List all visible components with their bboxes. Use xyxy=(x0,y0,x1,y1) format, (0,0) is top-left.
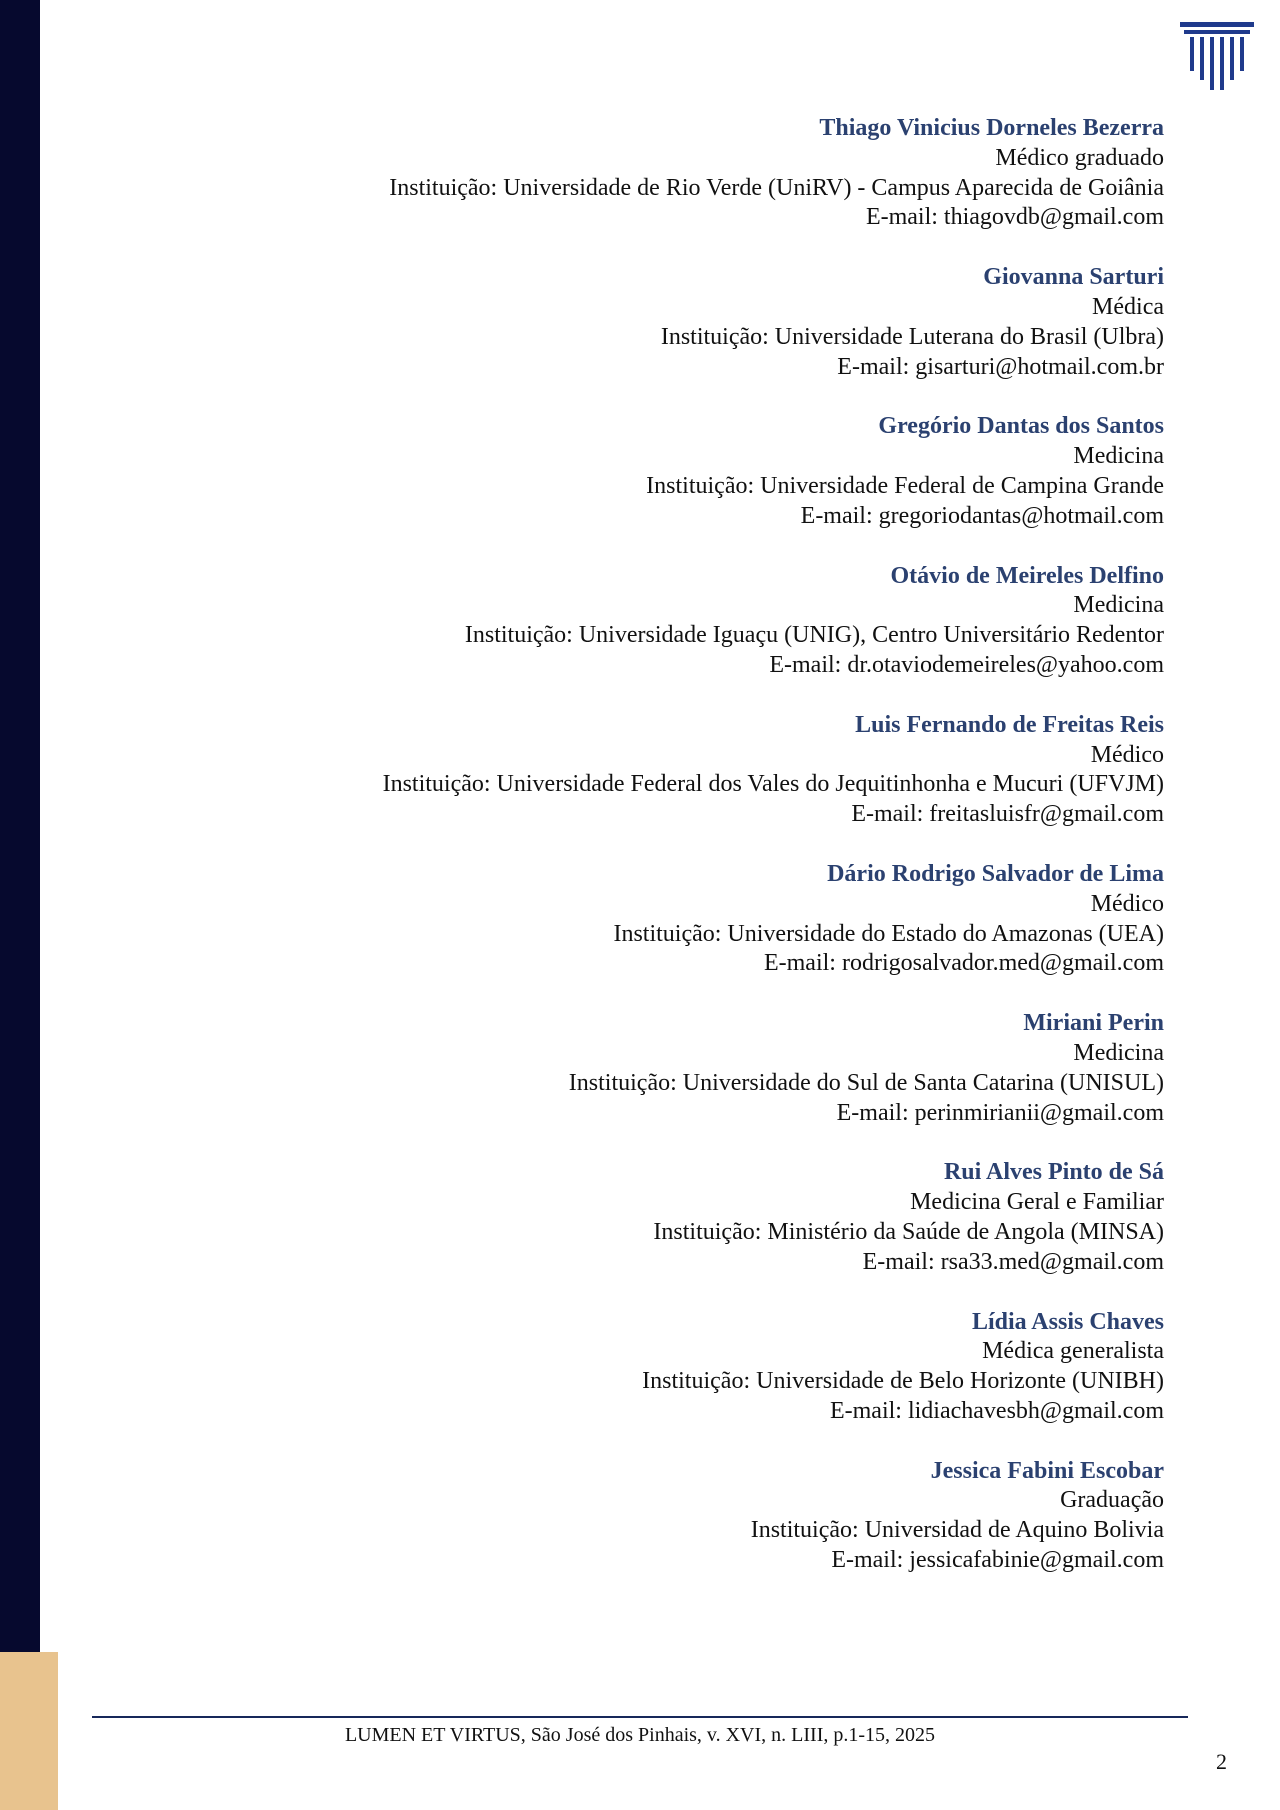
author-institution: Instituição: Universidade do Sul de Santa Catarina (UNISUL) xyxy=(568,1069,1164,1096)
author-institution: Instituição: Universidade do Estado do Amazonas (UEA) xyxy=(613,920,1164,947)
left-sidebar-bar xyxy=(0,0,40,1652)
footer-divider xyxy=(92,1716,1188,1718)
author-role: Medicina xyxy=(1073,592,1164,619)
author-role: Médica generalista xyxy=(982,1338,1164,1365)
author-name: Luis Fernando de Freitas Reis xyxy=(855,711,1164,738)
author-entry xyxy=(264,860,1164,979)
author-email: E-mail: dr.otaviodemeireles@yahoo.com xyxy=(769,651,1164,678)
author-entry xyxy=(264,1308,1164,1427)
author-institution: Instituição: Universidade Federal dos Vales do Jequitinhonha e Mucuri (UFVJM) xyxy=(382,771,1164,798)
author-entry xyxy=(264,1158,1164,1277)
author-name: Dário Rodrigo Salvador de Lima xyxy=(827,860,1164,887)
author-entry xyxy=(264,263,1164,382)
author-institution: Instituição: Universidade Luterana do Brasil (Ulbra) xyxy=(660,323,1164,350)
author-institution: Instituição: Universidade Federal de Campina Grande xyxy=(646,472,1164,499)
author-entry xyxy=(264,114,1164,233)
author-email: E-mail: gregoriodantas@hotmail.com xyxy=(800,502,1164,529)
author-role: Medicina xyxy=(1073,1039,1164,1066)
author-role: Médico graduado xyxy=(995,144,1164,171)
author-email: E-mail: jessicafabinie@gmail.com xyxy=(831,1547,1164,1574)
author-name: Gregório Dantas dos Santos xyxy=(878,413,1164,440)
page-number: 2 xyxy=(1216,1749,1227,1774)
author-email: E-mail: rodrigosalvador.med@gmail.com xyxy=(763,950,1164,977)
author-entry xyxy=(264,562,1164,681)
author-institution: Instituição: Universidade Iguaçu (UNIG), Centro Universitário Redentor xyxy=(464,622,1164,649)
author-name: Lídia Assis Chaves xyxy=(971,1308,1164,1335)
author-name: Jessica Fabini Escobar xyxy=(930,1457,1164,1484)
author-name: Thiago Vinicius Dorneles Bezerra xyxy=(819,115,1164,141)
author-institution: Instituição: Universidad de Aquino Bolivia xyxy=(750,1517,1164,1544)
author-name: Otávio de Meireles Delfino xyxy=(890,562,1164,589)
author-entry xyxy=(264,1457,1164,1576)
author-email: E-mail: thiagovdb@gmail.com xyxy=(865,204,1164,231)
author-email: E-mail: gisarturi@hotmail.com.br xyxy=(837,353,1164,380)
author-institution: Instituição: Universidade de Belo Horizonte (UNIBH) xyxy=(642,1368,1164,1395)
author-institution: Instituição: Universidade de Rio Verde (UniRV) - Campus Aparecida de Goiânia xyxy=(389,174,1164,201)
author-entry xyxy=(264,412,1164,531)
footer-citation: LUMEN ET VIRTUS, São José dos Pinhais, v. XVI, n. LIII, p.1-15, 2025 xyxy=(344,1724,936,1746)
author-name: Rui Alves Pinto de Sá xyxy=(943,1159,1164,1186)
author-email: E-mail: freitasluisfr@gmail.com xyxy=(851,801,1164,828)
author-email: E-mail: lidiachavesbh@gmail.com xyxy=(829,1397,1164,1424)
author-email: E-mail: perinmirianii@gmail.com xyxy=(836,1099,1164,1126)
author-role: Graduação xyxy=(1060,1487,1164,1514)
author-institution: Instituição: Ministério da Saúde de Angola (MINSA) xyxy=(653,1218,1164,1245)
author-entry xyxy=(264,1009,1164,1128)
column-pillar-logo-icon xyxy=(1180,22,1254,92)
author-role: Medicina Geral e Familiar xyxy=(910,1189,1164,1216)
author-role: Médico xyxy=(1090,741,1164,768)
author-name: Miriani Perin xyxy=(1023,1010,1164,1037)
author-name: Giovanna Sarturi xyxy=(983,264,1164,291)
author-entry xyxy=(264,711,1164,830)
author-role: Médico xyxy=(1090,890,1164,917)
author-role: Médica xyxy=(1092,293,1164,320)
author-role: Medicina xyxy=(1073,443,1164,470)
author-list xyxy=(264,114,1164,1606)
author-email: E-mail: rsa33.med@gmail.com xyxy=(862,1248,1164,1275)
